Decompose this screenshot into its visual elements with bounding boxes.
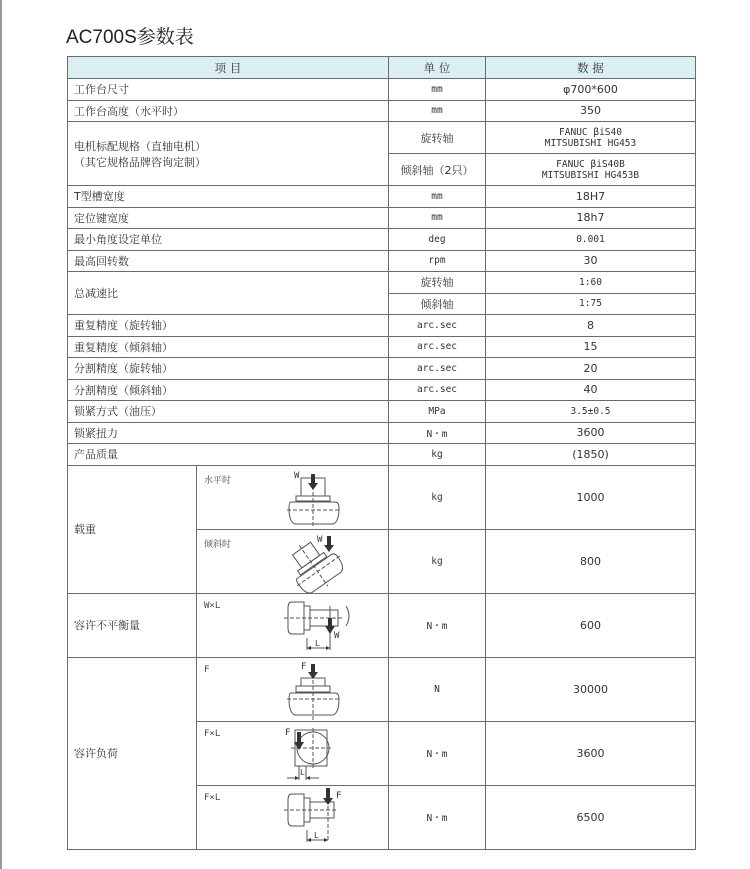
table-row xyxy=(68,358,696,380)
header-row xyxy=(68,57,696,79)
row-item-motor xyxy=(68,122,389,186)
figure-label: 倾斜时 xyxy=(204,539,232,550)
row-value: 0.001 xyxy=(486,229,696,251)
row-value: 3.5±0.5 xyxy=(486,401,696,423)
svg-text:L: L xyxy=(315,638,320,648)
row-item: 工作台尺寸 xyxy=(68,79,389,101)
horizontal-load-diagram-icon xyxy=(277,466,357,530)
table-row xyxy=(68,657,696,721)
row-unit: N・m xyxy=(389,422,486,444)
row-unit: N・m xyxy=(389,721,486,785)
figure-cell xyxy=(197,465,389,529)
moment-front-diagram-icon xyxy=(273,722,353,786)
table-row xyxy=(68,272,696,294)
row-unit: N xyxy=(389,657,486,721)
row-value: φ700*600 xyxy=(486,79,696,101)
row-item: 分割精度（倾斜轴） xyxy=(68,379,389,401)
svg-text:F: F xyxy=(285,727,291,738)
tilted-load-diagram-icon xyxy=(277,530,357,594)
table-row xyxy=(68,379,696,401)
table-row xyxy=(68,250,696,272)
value-line1: FANUC βiS40B xyxy=(556,158,625,170)
figure-label: 水平时 xyxy=(204,475,232,486)
row-value: 1:60 xyxy=(486,272,696,294)
row-unit: 旋转轴 xyxy=(389,272,486,294)
row-value: 600 xyxy=(486,593,696,657)
row-item: 分割精度（旋转轴） xyxy=(68,358,389,380)
svg-text:W: W xyxy=(294,470,300,481)
motor-item-line2: （其它规格品牌咨询定制） xyxy=(74,155,206,169)
page-edge-line xyxy=(0,0,2,869)
svg-text:F: F xyxy=(301,661,307,672)
header-data: 数 据 xyxy=(486,57,696,79)
row-item: 最高回转数 xyxy=(68,250,389,272)
row-unit: N・m xyxy=(389,785,486,849)
figure-cell xyxy=(197,721,389,785)
row-value: 18h7 xyxy=(486,207,696,229)
row-unit: mm xyxy=(389,79,486,101)
row-unit: 倾斜轴（2只） xyxy=(389,154,486,186)
row-value: 20 xyxy=(486,358,696,380)
table-row xyxy=(68,444,696,466)
row-value: 30000 xyxy=(486,657,696,721)
table-row xyxy=(68,465,696,529)
row-value: 30 xyxy=(486,250,696,272)
row-value: 1:75 xyxy=(486,293,696,315)
moment-side-diagram-icon xyxy=(282,786,362,850)
row-unit: kg xyxy=(389,529,486,593)
row-unit: mm xyxy=(389,207,486,229)
row-item: 定位键宽度 xyxy=(68,207,389,229)
row-unit: mm xyxy=(389,100,486,122)
figure-cell xyxy=(197,785,389,849)
svg-text:L: L xyxy=(300,767,305,777)
header-item: 项 目 xyxy=(68,57,389,79)
figure-label: F×L xyxy=(204,728,221,739)
figure-label: F xyxy=(204,664,210,675)
svg-text:F: F xyxy=(336,790,342,801)
row-item: 产品质量 xyxy=(68,444,389,466)
svg-text:W: W xyxy=(334,630,340,641)
spec-table xyxy=(67,56,696,850)
row-value xyxy=(486,122,696,154)
row-value: 40 xyxy=(486,379,696,401)
table-row xyxy=(68,315,696,337)
row-value: 800 xyxy=(486,529,696,593)
motor-item-line1: 电机标配规格（直轴电机） xyxy=(74,139,206,153)
table-row xyxy=(68,122,696,154)
row-unit: arc.sec xyxy=(389,336,486,358)
figure-cell xyxy=(197,593,389,657)
row-unit: N・m xyxy=(389,593,486,657)
row-item: 总减速比 xyxy=(68,272,389,315)
row-item: 锁紧方式（油压） xyxy=(68,401,389,423)
table-row xyxy=(68,593,696,657)
table-row xyxy=(68,100,696,122)
svg-text:L: L xyxy=(314,830,319,840)
row-value: 18H7 xyxy=(486,186,696,208)
row-unit: mm xyxy=(389,186,486,208)
table-row xyxy=(68,186,696,208)
value-line2: MITSUBISHI HG453B xyxy=(541,169,640,181)
axial-load-diagram-icon xyxy=(277,658,357,722)
table-row xyxy=(68,422,696,444)
row-item: 容许不平衡量 xyxy=(68,593,197,657)
row-unit: deg xyxy=(389,229,486,251)
table-row xyxy=(68,207,696,229)
row-value: 8 xyxy=(486,315,696,337)
row-item: 锁紧扭力 xyxy=(68,422,389,444)
page-title: AC700S参数表 xyxy=(66,27,194,48)
table-row xyxy=(68,401,696,423)
value-line2: MITSUBISHI HG453 xyxy=(544,137,637,149)
figure-cell xyxy=(197,657,389,721)
row-value: 6500 xyxy=(486,785,696,849)
row-unit: rpm xyxy=(389,250,486,272)
svg-text:W: W xyxy=(317,534,323,545)
row-unit: 倾斜轴 xyxy=(389,293,486,315)
row-item: 重复精度（倾斜轴） xyxy=(68,336,389,358)
figure-label: F×L xyxy=(204,792,221,803)
row-value: (1850) xyxy=(486,444,696,466)
row-unit: MPa xyxy=(389,401,486,423)
table-row xyxy=(68,79,696,101)
header-unit: 单 位 xyxy=(389,57,486,79)
row-value: 3600 xyxy=(486,721,696,785)
row-value: 1000 xyxy=(486,465,696,529)
row-unit: kg xyxy=(389,465,486,529)
row-item: 工作台高度（水平时） xyxy=(68,100,389,122)
row-unit: kg xyxy=(389,444,486,466)
figure-cell xyxy=(197,529,389,593)
row-unit: arc.sec xyxy=(389,379,486,401)
table-row xyxy=(68,336,696,358)
row-value xyxy=(486,154,696,186)
row-value: 15 xyxy=(486,336,696,358)
row-item: 载重 xyxy=(68,465,197,593)
row-item: T型槽宽度 xyxy=(68,186,389,208)
row-unit: 旋转轴 xyxy=(389,122,486,154)
row-item: 容许负荷 xyxy=(68,657,197,849)
row-unit: arc.sec xyxy=(389,315,486,337)
row-item: 重复精度（旋转轴） xyxy=(68,315,389,337)
row-item: 最小角度设定单位 xyxy=(68,229,389,251)
unbalance-diagram-icon xyxy=(282,594,362,658)
row-unit: arc.sec xyxy=(389,358,486,380)
figure-label: W×L xyxy=(204,600,221,611)
value-line1: FANUC βiS40 xyxy=(559,126,622,138)
row-value: 350 xyxy=(486,100,696,122)
table-row xyxy=(68,229,696,251)
row-value: 3600 xyxy=(486,422,696,444)
